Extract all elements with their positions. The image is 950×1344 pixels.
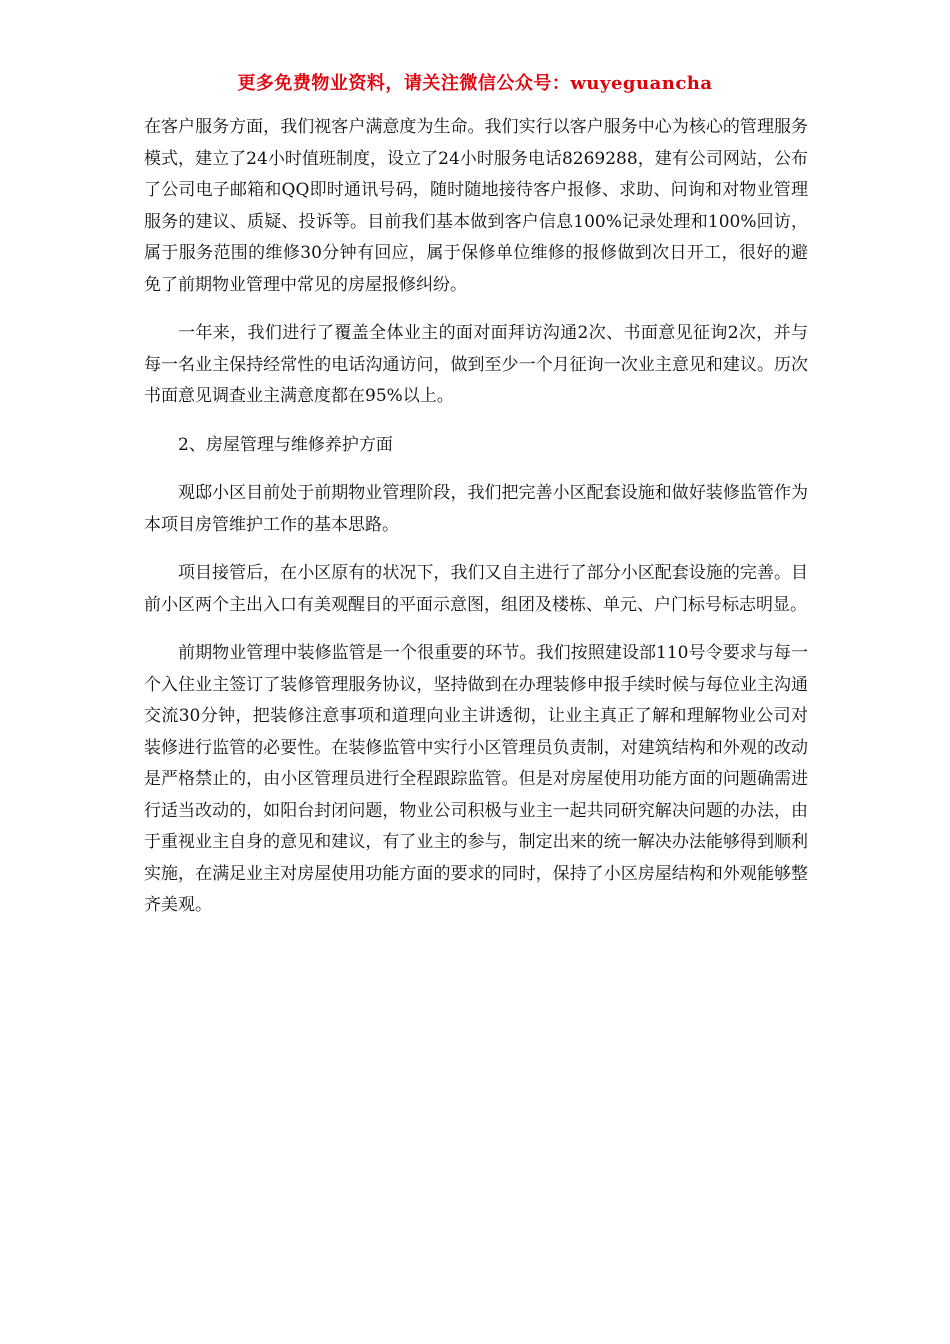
paragraph-customer-service: 在客户服务方面，我们视客户满意度为生命。我们实行以客户服务中心为核心的管理服务模式，建立了24小时值班制度，设立了24小时服务电话8269288，建有公司网站，公布了公司电子邮箱和QQ即时通讯号码，随时随地接待客户报修、求助、问询和对物业管理服务的建议、质疑、投诉等。目前我们基本做到客户信息100%记录处理和100%回访，属于服务范围的维修30分钟有回应，属于保修单位维修的报修做到次日开工，很好的避免了前期物业管理中常见的房屋报修纠纷。 xyxy=(144,117,808,295)
paragraph-management-approach: 观邸小区目前处于前期物业管理阶段，我们把完善小区配套设施和做好装修监管作为本项目房管维护工作的基本思路。 xyxy=(144,483,808,535)
paragraph-renovation-supervision: 前期物业管理中装修监管是一个很重要的环节。我们按照建设部110号令要求与每一个入住业主签订了装修管理服务协议，坚持做到在办理装修申报手续时候与每位业主沟通交流30分钟，把装修注意事项和道理向业主讲透彻，让业主真正了解和理解物业公司对装修进行监管的必要性。在装修监管中实行小区管理员负责制，对建筑结构和外观的改动是严格禁止的，由小区管理员进行全程跟踪监管。但是对房屋使用功能方面的问题确需进行适当改动的，如阳台封闭问题，物业公司积极与业主一起共同研究解决问题的办法，由于重视业主自身的意见和建议，有了业主的参与，制定出来的统一解决办法能够得到顺利实施，在满足业主对房屋使用功能方面的要求的同时，保持了小区房屋结构和外观能够整齐美观。 xyxy=(144,643,808,915)
header-notice: 更多免费物业资料，请关注微信公众号：wuyeguancha xyxy=(237,73,713,94)
document-body xyxy=(144,112,808,922)
paragraph-owner-communication: 一年来，我们进行了覆盖全体业主的面对面拜访沟通2次、书面意见征询2次，并与每一名业主保持经常性的电话沟通访问，做到至少一个月征询一次业主意见和建议。历次书面意见调查业主满意度都在95%以上。 xyxy=(144,323,808,406)
paragraph-facility-improvement: 项目接管后，在小区原有的状况下，我们又自主进行了部分小区配套设施的完善。目前小区两个主出入口有美观醒目的平面示意图，组团及楼栋、单元、户门标号标志明显。 xyxy=(144,563,808,615)
section-heading-housing-management: 2、房屋管理与维修养护方面 xyxy=(178,434,393,455)
